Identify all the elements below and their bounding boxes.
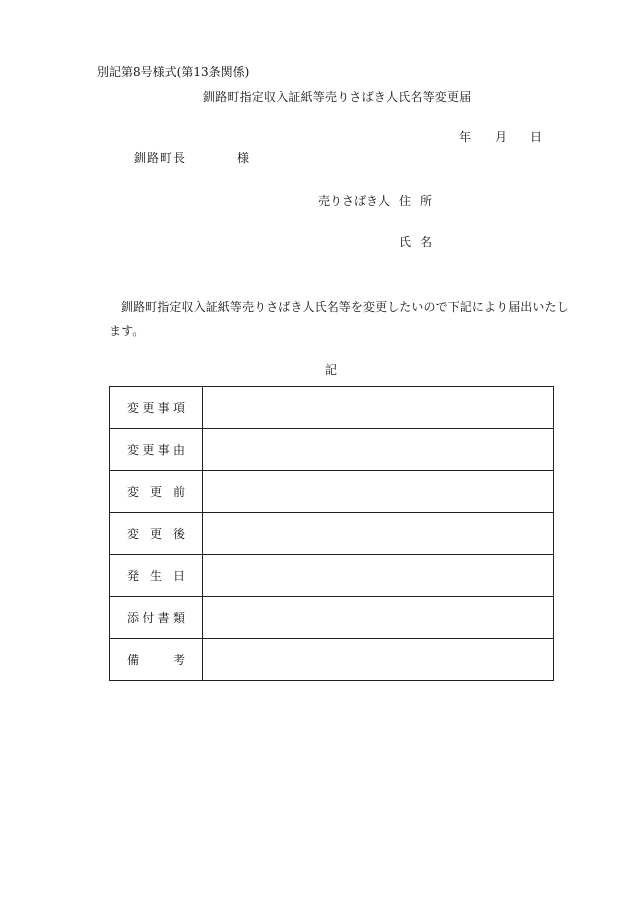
- row-value-cell: [203, 471, 554, 513]
- row-label-cell: [110, 597, 203, 639]
- form-number: 別記第8号様式(第13条関係): [97, 65, 250, 79]
- row-label-cell: [110, 387, 203, 429]
- date-month-label: 月: [495, 130, 508, 144]
- details-table: [109, 386, 554, 681]
- table-row: [110, 597, 554, 639]
- body-text: 釧路町指定収入証紙等売りさばき人氏名等を変更したいので下記により届出いたします。: [109, 300, 569, 338]
- row-label: 変更事項: [127, 401, 185, 415]
- row-label: 発生日: [127, 569, 185, 583]
- row-label: 添付書類: [127, 611, 185, 625]
- row-value-cell: [203, 513, 554, 555]
- row-label-cell: [110, 513, 203, 555]
- row-value-cell: [203, 387, 554, 429]
- row-label-cell: [110, 555, 203, 597]
- row-label: 変更事由: [127, 443, 185, 457]
- table-row: [110, 429, 554, 471]
- table-row: [110, 471, 554, 513]
- date-year-label: 年: [459, 130, 472, 144]
- row-value-cell: [203, 597, 554, 639]
- row-label: 変更後: [127, 527, 185, 541]
- name-label: 氏名: [399, 235, 442, 249]
- addressee-name: 釧路町長: [134, 151, 187, 165]
- date-day-label: 日: [530, 130, 543, 144]
- row-label: 変更前: [127, 485, 185, 499]
- row-label-cell: [110, 639, 203, 681]
- table-row: [110, 387, 554, 429]
- table-row: [110, 513, 554, 555]
- row-label-cell: [110, 429, 203, 471]
- table-row: [110, 555, 554, 597]
- row-value-cell: [203, 429, 554, 471]
- seller-label: 売りさばき人: [318, 194, 391, 208]
- addressee-honorific: 様: [237, 151, 250, 165]
- row-label: 備考: [127, 653, 185, 667]
- row-value-cell: [203, 639, 554, 681]
- row-value-cell: [203, 555, 554, 597]
- document-title: 釧路町指定収入証紙等売りさばき人氏名等変更届: [203, 90, 472, 104]
- address-label: 住所: [399, 194, 442, 208]
- row-label-cell: [110, 471, 203, 513]
- record-heading: 記: [325, 363, 338, 377]
- table-row: [110, 639, 554, 681]
